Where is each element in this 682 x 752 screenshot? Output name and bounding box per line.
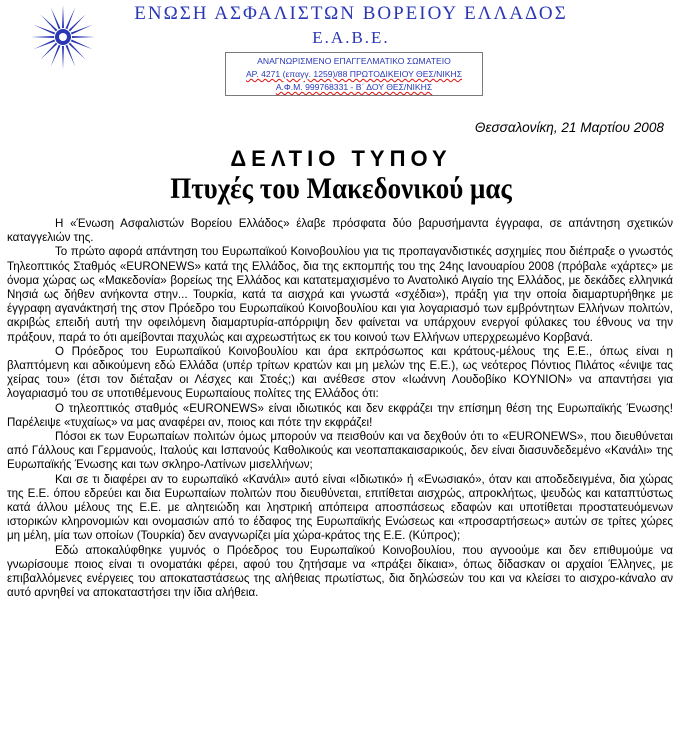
press-release-title: ΔΕΛΤΙΟ ΤΥΠΟΥ <box>230 146 452 171</box>
paragraph-1: Η «Ένωση Ασφαλιστών Βορείου Ελλάδος» έλαβε πρόσφατα δύο βαρυσήμαντα έγγραφα, σε απάντηση σχετικών καταγγελιών της. <box>7 217 673 245</box>
registration-line-1: ΑΝΑΓΝΩΡΙΣΜΕΝΟ ΕΠΑΓΓΕΛΜΑΤΙΚΟ ΣΩΜΑΤΕΙΟ <box>257 56 451 66</box>
org-abbreviation: Ε.Α.Β.Ε. <box>312 28 390 47</box>
sun-ray <box>62 46 64 69</box>
paragraph-6: Και σε τι διαφέρει αν το ευρωπαϊκό «Κανάλι» αυτό είναι «Ιδιωτικό» ή «Ενωσιακό», όταν και αποδεδειγμένα, δια χώρας της Ε.Ε. όπου εδρεύει και δια Ευρωπαίων πολιτών που διευθύνεται, επιτίθεται αισχρώς, απροκλήτως, ψευδώς και καταπτύστως κατά άλλου μέλους της Ε.Ε. με αλητειώδη και ληστρική απόπειρα αποσπάσεως εδαφών και υποτίθεται προστατευόμενων ιστορικών κληρονομιών και ονομασιών από το έδαφος της Ευρωπαϊκής Ενώσεως και «προσαρτήσεως» αυτών σε τρίτες χώρες μη μέλη, μία των οποίων (Τουρκία) δεν αναγνωρίζει μία χώρα-κράτος της Ε.Ε. (Κύπρος); <box>7 472 673 543</box>
registration-box <box>225 52 483 96</box>
paragraph-5: Πόσοι εκ των Ευρωπαίων πολιτών όμως μπορούν να πεισθούν και να δεχθούν ότι το «EURONEWS», που διευθύνεται από Γάλλους και Γερμανούς, Ιταλούς και Ισπανούς Καθολικούς και νεοπαπακαισαρικούς, δεν είναι διασυνδεδεμένο «Κανάλι» της Ευρωπαϊκής Ένωσης και των σκληρο-Λατίνων μισελλήνων; <box>7 430 673 472</box>
org-name: ΕΝΩΣΗ ΑΣΦΑΛΙΣΤΩΝ ΒΟΡΕΙΟΥ ΕΛΛΑΔΟΣ <box>134 3 568 24</box>
sun-ray <box>31 36 54 38</box>
article-body <box>7 217 673 600</box>
headline: Πτυχές του Μακεδονικού μας <box>170 172 512 205</box>
paragraph-3: Ο Πρόεδρος του Ευρωπαϊκού Κοινοβουλίου και άρα εκπρόσωπος και κράτους-μέλους της Ε.Ε., όπως είναι η βλαπτόμενη και αδικούμενη εδώ Ελλάδα (υπέρ τρίτων κρατών και μη μελών της Ε.Ε.), ως νεότερος Πόντιος Πιλάτος «ένιψε τας χείρας του» (έτσι τον διέταξαν οι Λέσχες και Στοές;) και ανέθεσε στον «Ιωάννη Λουδοβίκο ΚΟΥΝΙΟΝ» να απαντήσει για λογαριασμό του σε υποτιθέμενους Ευρωπαίους πολίτες της Ελλάδος ότι: <box>7 344 673 401</box>
registration-line-2: ΑΡ. 4271 (επαγγ. 1259)/88 ΠΡΩΤΟΔΙΚΕΙΟΥ ΘΕΣ/ΝΙΚΗΣ <box>245 69 463 79</box>
paragraph-4: Ο τηλεοπτικός σταθμός «EURONEWS» είναι ιδιωτικός και δεν εκφράζει την επίσημη θέση της Ευρωπαϊκής Ένωσης! Παρέλειψε «τυχαίως» να μας αναφέρει αν, ποιος και πότε την εκφράζει! <box>7 401 673 429</box>
vergina-sun-icon <box>30 4 96 70</box>
paragraph-7: Εδώ αποκαλύφθηκε γυμνός ο Πρόεδρος του Ευρωπαϊκού Κοινοβουλίου, που αγνοούμε και δεν επιθυμούμε να γνωρίσουμε ποιος είναι τι ονοματάκι φέρει, αφού του ζητήσαμε να «πράξει δίκαια», όπως δίδασκαν οι αρχαίοι Έλληνες, με επιβαλλόμενες ενέργειες του αποκαταστάσεως της αλήθειας πρωτίστως, δια δηλώσεών του και να κλείσει το αισχρο-κάναλο αν αυτό αρνηθεί να αποκαταστήσει την ίδια αλήθεια. <box>7 543 673 600</box>
sun-ray <box>72 36 95 38</box>
logo <box>30 4 96 70</box>
paragraph-2: Το πρώτο αφορά απάντηση του Ευρωπαϊκού Κοινοβουλίου για τις προπαγανδιστικές ασχημίες που διέπραξε ο γνωστός Τηλεοπτικός Σταθμός «EURONEWS» κατά της Ελλάδος, δια της εκπομπής του της 24ης Ιανουαρίου 2008 (πρόβαλε «χάρτες» με όνομα χώρας ως «Μακεδονία» βορείως της Ελλάδος και κατατεμαχισμένο το Ανατολικό Αιγαίο της Ελλάδος, με δεκάδες ελληνικά Νησιά ως δήθεν ανήκοντα στην... Τουρκία, κατά τα αισχρά και γνωστά «σχέδια»), πράξη για την οποία διαμαρτυρήθηκε με έγγραφη αγανάκτησή της στον Πρόεδρο του Ευρωπαϊκού Κοινοβουλίου και για λογαριασμό των εμβρόντητων Ελλήνων πολιτών, ακριβώς επειδή αυτή την οφειλόμενη διαμαρτυρία-απόρριψη δεν φαίνεται να υπάρχουν ενεργοί φύλακες του έθνους να την πράξουν, παρά το ότι αμείβονται παχυλώς και αχρεωστήτως εκ του κοινού των Ελλήνων υπερχρεωμένο Κορβανά. <box>7 245 673 344</box>
registration-line-3: Α.Φ.Μ. 999768331 - Β΄ ΔΟΥ ΘΕΣ/ΝΙΚΗΣ <box>275 82 433 92</box>
dateline: Θεσσαλονίκη, 21 Μαρτίου 2008 <box>474 120 664 135</box>
sun-ray <box>62 5 64 28</box>
